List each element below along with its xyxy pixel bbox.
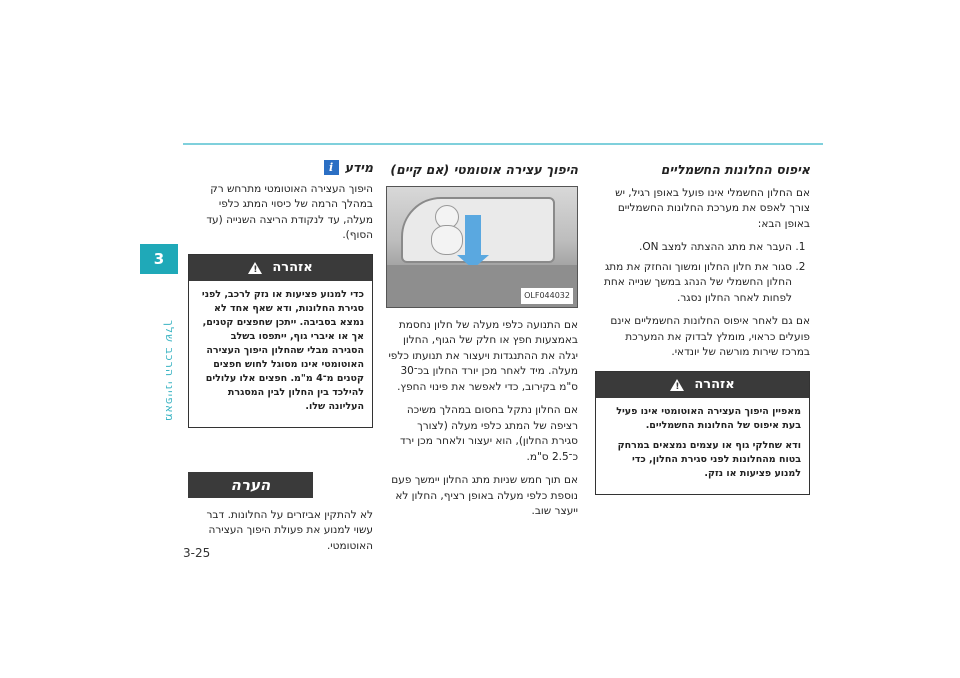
note-title: הערה <box>188 472 313 498</box>
section-heading-reset: איפוס החלונות החשמליים <box>660 162 810 177</box>
auto-reverse-paragraph-2: אם החלון נתקל בחסום במהלך משיכה רציפה של המתג כלפי מעלה (לצורך סגירת החלון), הוא יעצור ולאחר מכן ירד כ־2.5 ס"מ. <box>399 404 578 463</box>
left-column <box>188 148 373 562</box>
warning-title: אזהרה <box>272 259 313 275</box>
chapter-tab: 3 <box>140 244 178 274</box>
figure-code: OLF044032 <box>521 288 573 304</box>
teddy-bear-body <box>431 225 463 255</box>
auto-reverse-paragraph-3: אם תוך חמש שניות מתג החלון יימשך פעם נוספת כלפי מעלה באופן רציף, החלון לא ייעצר שוב. <box>391 474 578 517</box>
warning-triangle-icon <box>248 262 262 274</box>
right-column <box>595 148 810 495</box>
left-warning-text: כדי למנוע פציעות או נזק לרכב, לפני סגירת החלונות, ודא שאף אחד לא נמצא בסביבה. ייתכן שחפצים קטנים, אך או איברי גוף, ייתפסו בשלב הסגירה מבלי שהחלון היפוך העצירה האוטומטי אינו מסוגל לחוש חפצים קטנים מ־4 מ"מ. חפצים אלו עלולים להילכד בין החלון לבין המסגרת העליונה שלו. <box>201 288 364 412</box>
info-title: מידע <box>344 160 373 175</box>
left-warning-box <box>188 254 373 428</box>
auto-reverse-paragraph-1: אם התנועה כלפי מעלה של חלון נחסמת באמצעות חפץ או חלק של הגוף, החלון יגלה את ההתנגדות ויעצור את תנועתו כלפי מעלה. מיד לאחר מכן יורד החלון בכ־30 ס"מ בקירוב, כדי לאפשר את פינוי החפץ. <box>388 318 578 393</box>
warning-paragraph-1: מאפיין היפוך העצירה האוטומטי אינו פעיל בעת איפוס של החלונות החשמליים. <box>616 405 801 431</box>
reset-warning-box <box>595 371 810 495</box>
warning-paragraph-2: ודא שחלקי גוף או עצמים נמצאים במרחק בטוח מהחלונות לפני סגירת החלון, כדי למנוע פציעות או נזק. <box>617 439 801 479</box>
reset-steps <box>595 240 810 306</box>
warning-title: אזהרה <box>694 376 735 392</box>
page-number: 3-25 <box>183 546 211 560</box>
section-heading-auto-reverse: היפוך עצירה אוטומטי (אם קיים) <box>390 162 578 177</box>
warning-triangle-icon <box>670 379 684 391</box>
down-arrow-icon <box>465 215 481 255</box>
reset-step-1: 1. העבר את מתג ההצתה למצב ON. <box>595 240 792 256</box>
info-text: היפוך העצירה האוטומטי מתרחש רק במהלך הרמה של כיסוי המתג כלפי מעלה, עד לנקודת הריצה השנייה (עד הסוף). <box>206 182 373 241</box>
info-icon: i <box>324 160 339 175</box>
chapter-vertical-title: מאפייני הרכב שלך <box>163 320 176 422</box>
top-divider-line <box>183 143 823 145</box>
middle-column <box>388 148 578 528</box>
window-illustration <box>386 186 578 308</box>
reset-after: אם גם לאחר איפוס החלונות החשמליים אינם פועלים כראוי, מומלץ לבדוק את המערכת במרכז שירות מורשה של יונדאי. <box>610 315 810 358</box>
note-text: לא להתקין אביזרים על החלונות. דבר עשוי למנוע את פעולת היפוך העצירה האוטומטי. <box>206 508 373 552</box>
reset-intro: אם החלון החשמלי אינו פועל באופן רגיל, יש צורך לאפס את מערכת החלונות החשמליים באופן הבא: <box>615 186 810 230</box>
reset-step-2: 2. סגור את חלון החלון ומשוך והחזק את מתג החלון החשמלי של הנהג במשך שנייה אחת לפחות לאחר החלון נסגר. <box>595 260 792 307</box>
